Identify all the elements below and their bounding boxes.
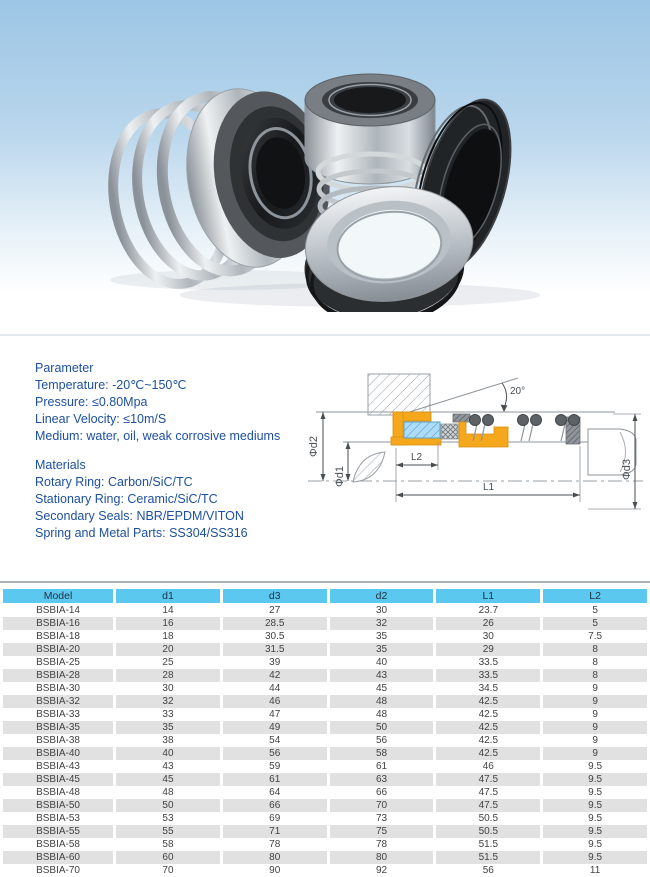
cell: 23.7 bbox=[436, 604, 540, 617]
cell: BSBIA-35 bbox=[3, 721, 113, 734]
cell: 35 bbox=[330, 643, 434, 656]
cell: 35 bbox=[116, 721, 220, 734]
cell: 11 bbox=[543, 864, 647, 877]
d3-label: Φd3 bbox=[621, 458, 633, 480]
angle-label: 20° bbox=[510, 386, 526, 397]
cell: 35 bbox=[330, 630, 434, 643]
cell: BSBIA-50 bbox=[3, 799, 113, 812]
cell: BSBIA-45 bbox=[3, 773, 113, 786]
table-row bbox=[3, 604, 647, 617]
cell: 49 bbox=[223, 721, 327, 734]
column-header: L1 bbox=[436, 589, 540, 604]
table-row bbox=[3, 799, 647, 812]
cell: 42.5 bbox=[436, 721, 540, 734]
product-photo bbox=[0, 0, 650, 312]
cell: 30 bbox=[436, 630, 540, 643]
cell: 43 bbox=[330, 669, 434, 682]
cell: 20 bbox=[116, 643, 220, 656]
cell: 75 bbox=[330, 825, 434, 838]
cell: BSBIA-14 bbox=[3, 604, 113, 617]
cell: 48 bbox=[330, 695, 434, 708]
cell: BSBIA-60 bbox=[3, 851, 113, 864]
table-row bbox=[3, 643, 647, 656]
column-header: d3 bbox=[223, 589, 327, 604]
cell: 9 bbox=[543, 708, 647, 721]
cell: 66 bbox=[223, 799, 327, 812]
cell: 45 bbox=[116, 773, 220, 786]
cell: 9 bbox=[543, 734, 647, 747]
cell: 56 bbox=[223, 747, 327, 760]
cell: 9 bbox=[543, 682, 647, 695]
cell: 32 bbox=[330, 617, 434, 630]
cell: 33.5 bbox=[436, 656, 540, 669]
cell: 48 bbox=[330, 708, 434, 721]
cell: 47 bbox=[223, 708, 327, 721]
cell: 59 bbox=[223, 760, 327, 773]
cell: 26 bbox=[436, 617, 540, 630]
cell: BSBIA-55 bbox=[3, 825, 113, 838]
cell: 9.5 bbox=[543, 773, 647, 786]
cell: 8 bbox=[543, 669, 647, 682]
cell: 42.5 bbox=[436, 734, 540, 747]
cell: 40 bbox=[116, 747, 220, 760]
spec-line-temperature: Temperature: -20℃~150℃ bbox=[35, 378, 187, 392]
cell: BSBIA-38 bbox=[3, 734, 113, 747]
cell: 56 bbox=[436, 864, 540, 877]
cell: BSBIA-53 bbox=[3, 812, 113, 825]
cell: 8 bbox=[543, 643, 647, 656]
size-table-section bbox=[0, 581, 650, 877]
cell: 51.5 bbox=[436, 851, 540, 864]
cell: 70 bbox=[116, 864, 220, 877]
cell: BSBIA-33 bbox=[3, 708, 113, 721]
spec-line-secondary-seals: Secondary Seals: NBR/EPDM/VITON bbox=[35, 509, 244, 523]
l2-label: L2 bbox=[411, 452, 423, 463]
table-row bbox=[3, 760, 647, 773]
cell: 39 bbox=[223, 656, 327, 669]
cell: 54 bbox=[223, 734, 327, 747]
cell: 9 bbox=[543, 695, 647, 708]
cell: BSBIA-40 bbox=[3, 747, 113, 760]
cell: BSBIA-70 bbox=[3, 864, 113, 877]
cell: 28.5 bbox=[223, 617, 327, 630]
spec-line-stationary-ring: Stationary Ring: Ceramic/SiC/TC bbox=[35, 492, 218, 506]
cell: 9.5 bbox=[543, 786, 647, 799]
cell: 38 bbox=[116, 734, 220, 747]
cell: 40 bbox=[330, 656, 434, 669]
cell: 34.5 bbox=[436, 682, 540, 695]
table-row bbox=[3, 708, 647, 721]
cell: 9.5 bbox=[543, 838, 647, 851]
table-row bbox=[3, 864, 647, 877]
cell: 50.5 bbox=[436, 825, 540, 838]
spec-line-medium: Medium: water, oil, weak corrosive mediums bbox=[35, 429, 281, 443]
table-header-row bbox=[3, 589, 647, 604]
spec-line-rotary-ring: Rotary Ring: Carbon/SiC/TC bbox=[35, 475, 193, 489]
cell: 44 bbox=[223, 682, 327, 695]
cell: 58 bbox=[116, 838, 220, 851]
cell: 30 bbox=[330, 604, 434, 617]
cell: 30.5 bbox=[223, 630, 327, 643]
table-top-rule bbox=[0, 581, 650, 583]
cell: 28 bbox=[116, 669, 220, 682]
table-row bbox=[3, 825, 647, 838]
cell: 80 bbox=[223, 851, 327, 864]
cell: 42.5 bbox=[436, 747, 540, 760]
cell: 53 bbox=[116, 812, 220, 825]
cell: 16 bbox=[116, 617, 220, 630]
cell: 92 bbox=[330, 864, 434, 877]
spec-line-velocity: Linear Velocity: ≤10m/S bbox=[35, 412, 167, 426]
table-row bbox=[3, 773, 647, 786]
cell: 66 bbox=[330, 786, 434, 799]
cell: BSBIA-28 bbox=[3, 669, 113, 682]
cell: 5 bbox=[543, 617, 647, 630]
parameter-title: Parameter bbox=[35, 361, 94, 375]
cell: 45 bbox=[330, 682, 434, 695]
cell: 47.5 bbox=[436, 799, 540, 812]
cell: 46 bbox=[436, 760, 540, 773]
cell: 55 bbox=[116, 825, 220, 838]
cell: 9.5 bbox=[543, 760, 647, 773]
cell: 47.5 bbox=[436, 773, 540, 786]
table-row bbox=[3, 734, 647, 747]
column-header: Model bbox=[3, 589, 113, 604]
cell: BSBIA-25 bbox=[3, 656, 113, 669]
d1-label: Φd1 bbox=[334, 465, 346, 487]
column-header: L2 bbox=[543, 589, 647, 604]
cell: BSBIA-16 bbox=[3, 617, 113, 630]
cell: 90 bbox=[223, 864, 327, 877]
cell: 32 bbox=[116, 695, 220, 708]
cell: 8 bbox=[543, 656, 647, 669]
cell: 9.5 bbox=[543, 825, 647, 838]
cross-section-drawing bbox=[303, 362, 650, 530]
cell: 70 bbox=[330, 799, 434, 812]
table-row bbox=[3, 682, 647, 695]
table-row bbox=[3, 851, 647, 864]
table-row bbox=[3, 617, 647, 630]
cell: 50 bbox=[330, 721, 434, 734]
cell: 60 bbox=[116, 851, 220, 864]
table-row bbox=[3, 721, 647, 734]
cell: 51.5 bbox=[436, 838, 540, 851]
cell: 46 bbox=[223, 695, 327, 708]
cell: 25 bbox=[116, 656, 220, 669]
cell: 61 bbox=[330, 760, 434, 773]
cell: 78 bbox=[330, 838, 434, 851]
cell: 14 bbox=[116, 604, 220, 617]
cell: 9 bbox=[543, 747, 647, 760]
section-divider bbox=[0, 334, 650, 336]
spec-line-pressure: Pressure: ≤0.80Mpa bbox=[35, 395, 148, 409]
cell: 73 bbox=[330, 812, 434, 825]
cell: 69 bbox=[223, 812, 327, 825]
materials-title: Materials bbox=[35, 458, 86, 472]
specs-section bbox=[0, 360, 650, 545]
mechanical-seals-image bbox=[0, 0, 650, 312]
table-row bbox=[3, 669, 647, 682]
cell: 31.5 bbox=[223, 643, 327, 656]
cell: BSBIA-48 bbox=[3, 786, 113, 799]
cell: 33.5 bbox=[436, 669, 540, 682]
table-row bbox=[3, 656, 647, 669]
cell: 7.5 bbox=[543, 630, 647, 643]
cell: 30 bbox=[116, 682, 220, 695]
cell: 42 bbox=[223, 669, 327, 682]
cell: 9.5 bbox=[543, 812, 647, 825]
l1-label: L1 bbox=[483, 482, 495, 493]
cell: 78 bbox=[223, 838, 327, 851]
cell: BSBIA-43 bbox=[3, 760, 113, 773]
cell: 9.5 bbox=[543, 851, 647, 864]
cell: 27 bbox=[223, 604, 327, 617]
cell: 9 bbox=[543, 721, 647, 734]
cell: 80 bbox=[330, 851, 434, 864]
spec-line-spring-metal: Spring and Metal Parts: SS304/SS316 bbox=[35, 526, 248, 540]
cell: 18 bbox=[116, 630, 220, 643]
cell: 48 bbox=[116, 786, 220, 799]
cell: 71 bbox=[223, 825, 327, 838]
table-row bbox=[3, 695, 647, 708]
cell: 47.5 bbox=[436, 786, 540, 799]
table-body bbox=[3, 604, 647, 877]
cell: BSBIA-32 bbox=[3, 695, 113, 708]
table-row bbox=[3, 838, 647, 851]
d2-label: Φd2 bbox=[308, 435, 320, 457]
spec-text-block bbox=[35, 360, 280, 542]
cell: BSBIA-58 bbox=[3, 838, 113, 851]
cell: 33 bbox=[116, 708, 220, 721]
size-table bbox=[0, 589, 650, 877]
cell: 9.5 bbox=[543, 799, 647, 812]
table-row bbox=[3, 630, 647, 643]
cell: 58 bbox=[330, 747, 434, 760]
cell: 43 bbox=[116, 760, 220, 773]
cell: BSBIA-30 bbox=[3, 682, 113, 695]
cell: 56 bbox=[330, 734, 434, 747]
cell: 64 bbox=[223, 786, 327, 799]
cell: 61 bbox=[223, 773, 327, 786]
cell: 50 bbox=[116, 799, 220, 812]
spacer bbox=[35, 445, 280, 457]
table-row bbox=[3, 786, 647, 799]
seal-cross-section-diagram bbox=[303, 362, 650, 530]
cell: 42.5 bbox=[436, 708, 540, 721]
column-header: d2 bbox=[330, 589, 434, 604]
cell: 5 bbox=[543, 604, 647, 617]
cell: 42.5 bbox=[436, 695, 540, 708]
cell: BSBIA-20 bbox=[3, 643, 113, 656]
cell: 50.5 bbox=[436, 812, 540, 825]
cell: 29 bbox=[436, 643, 540, 656]
column-header: d1 bbox=[116, 589, 220, 604]
cell: 63 bbox=[330, 773, 434, 786]
table-row bbox=[3, 812, 647, 825]
cell: BSBIA-18 bbox=[3, 630, 113, 643]
table-row bbox=[3, 747, 647, 760]
